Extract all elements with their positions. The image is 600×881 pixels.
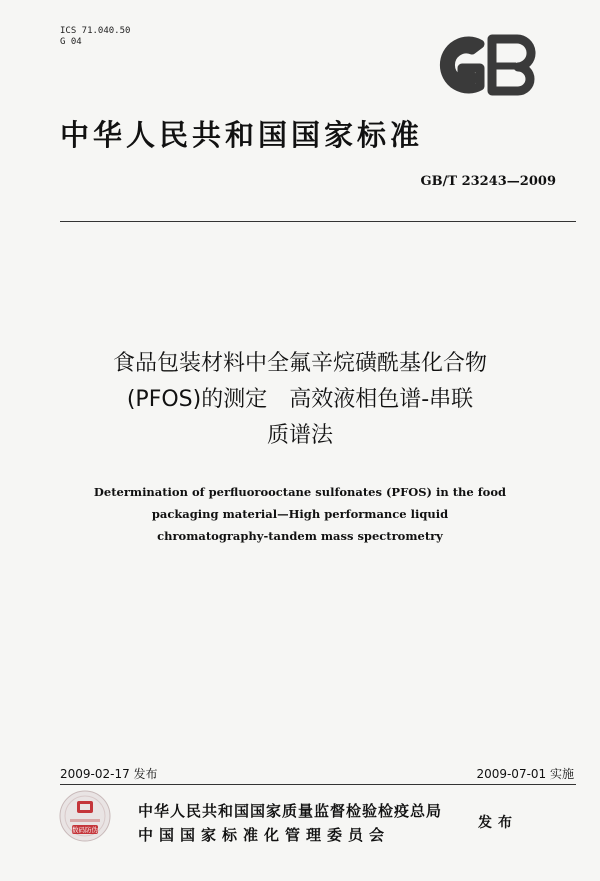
document-title-english bbox=[60, 481, 540, 547]
issue-date: 2009-02-17 发布 bbox=[60, 767, 158, 781]
anti-counterfeit-seal-icon bbox=[58, 789, 112, 843]
divider-top bbox=[60, 221, 576, 222]
title-en-line-3: chromatography-tandem mass spectrometry bbox=[157, 529, 443, 543]
classification-codes bbox=[60, 26, 130, 48]
title-cn-line-1: 食品包装材料中全氟辛烷磺酰基化合物 bbox=[112, 351, 487, 376]
document-title-chinese bbox=[40, 346, 560, 454]
seal-label: 数码防伪 bbox=[72, 826, 98, 834]
release-label: 发布 bbox=[478, 815, 518, 831]
title-cn-line-2: (PFOS)的测定 高效液相色谱-串联 bbox=[126, 387, 474, 412]
implementation-date: 2009-07-01 实施 bbox=[476, 767, 574, 781]
title-en-line-1: Determination of perfluorooctane sulfonates (PFOS) in the food bbox=[93, 485, 507, 499]
gb-logo bbox=[430, 30, 542, 100]
standard-number: GB/T 23243—2009 bbox=[420, 174, 556, 189]
issuer-line-1: 中华人民共和国国家质量监督检验检疫总局 bbox=[138, 802, 443, 820]
standard-type-title: 中华人民共和国国家标准 bbox=[60, 118, 424, 152]
divider-bottom bbox=[60, 784, 576, 785]
issuer-line-2: 中国国家标准化管理委员会 bbox=[138, 826, 391, 844]
title-cn-line-3: 质谱法 bbox=[266, 423, 333, 448]
title-en-line-2: packaging material—High performance liquid bbox=[151, 507, 449, 521]
ics-code: ICS 71.040.50 bbox=[60, 26, 131, 36]
issuing-authorities bbox=[138, 799, 442, 847]
ccs-code: G 04 bbox=[60, 37, 82, 47]
